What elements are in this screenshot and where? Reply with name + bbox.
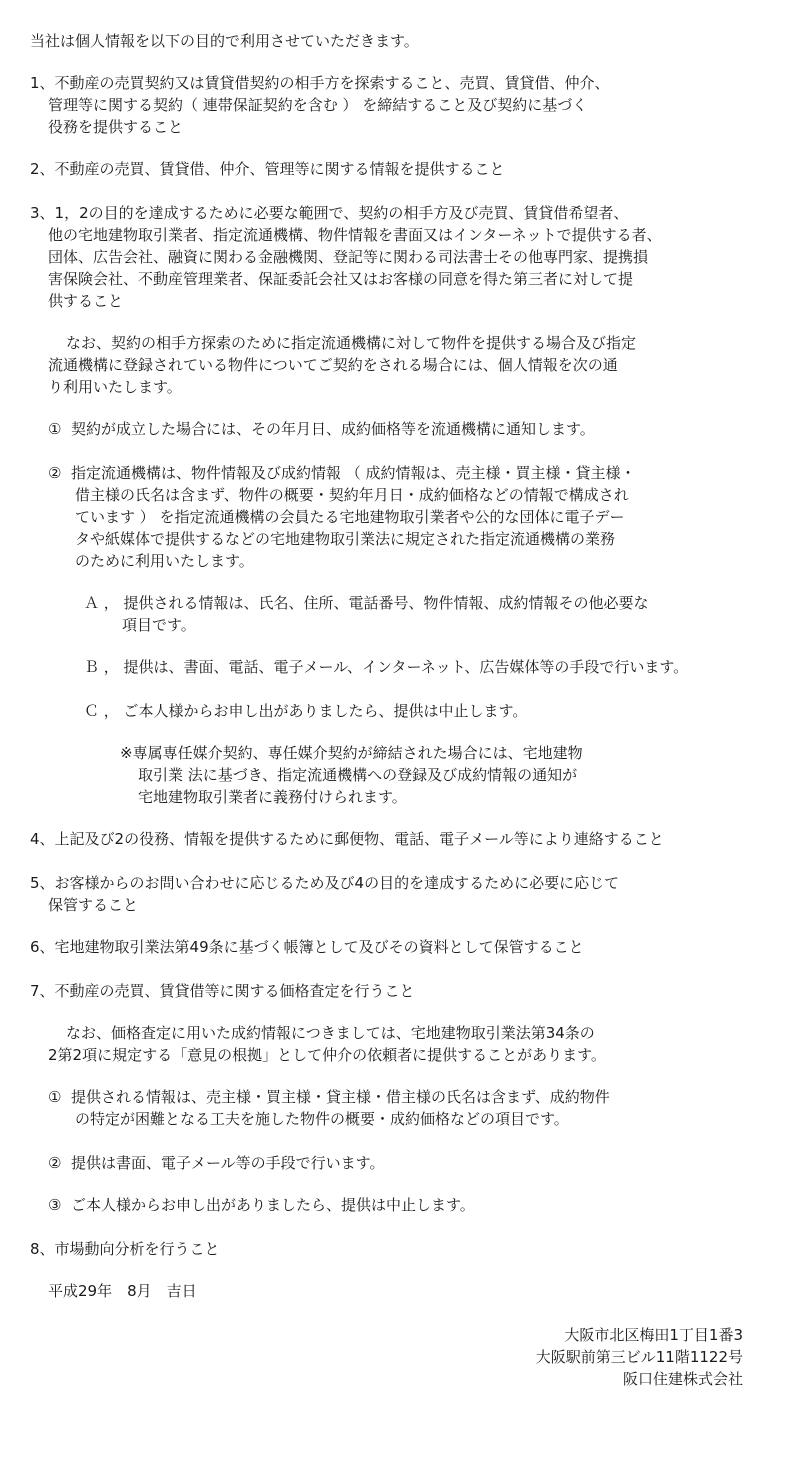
provision-item-3: ③ ご本人様からお申し出がありましたら、提供は中止します。 bbox=[48, 1196, 475, 1214]
note-1-line-1: なお、契約の相手方探索のために指定流通機構に対して物件を提供する場合及び指定 bbox=[66, 334, 637, 352]
item-7: 7、不動産の売買、賃貸借等に関する価格査定を行うこと bbox=[30, 982, 415, 1000]
provision-item-1-line-2: の特定が困難となる工夫を施した物件の概要・成約価格などの項目です。 bbox=[75, 1110, 569, 1128]
item-6: 6、宅地建物取引業法第49条に基づく帳簿として及びその資料として保管すること bbox=[30, 938, 584, 956]
note-2-line-2: 2第2項に規定する「意見の根拠」として仲介の依頼者に提供することがあります。 bbox=[48, 1046, 606, 1064]
circled-item-2-line-1: ② 指定流通機構は、物件情報及び成約情報 （ 成約情報は、売主様・買主様・貸主様・ bbox=[48, 464, 636, 482]
address-line-1: 大阪市北区梅田1丁目1番3 bbox=[564, 1326, 743, 1344]
item-4: 4、上記及び2の役務、情報を提供するために郵便物、電話、電子メール等により連絡すること bbox=[30, 830, 664, 848]
circled-item-2-line-2: 借主様の氏名は含まず、物件の概要・契約年月日・成約価格などの情報で構成され bbox=[75, 486, 629, 504]
provision-item-1-line-1: ① 提供される情報は、売主様・買主様・貸主様・借主様の氏名は含まず、成約物件 bbox=[48, 1088, 610, 1106]
note-1-line-2: 流通機構に登録されている物件についてご契約をされる場合には、個人情報を次の通 bbox=[48, 356, 618, 374]
note-1-line-3: り利用いたします。 bbox=[48, 378, 182, 396]
note-2-line-1: なお、価格査定に用いた成約情報につきましては、宅地建物取引業法第34条の bbox=[66, 1024, 595, 1042]
item-3-line-1: 3、1，2の目的を達成するために必要な範囲で、契約の相手方及び売買、賃貸借希望者、 bbox=[30, 204, 629, 222]
item-3-line-3: 団体、広告会社、融資に関わる金融機関、登記等に関わる司法書士その他専門家、提携損 bbox=[48, 248, 649, 266]
circled-item-1: ① 契約が成立した場合には、その年月日、成約価格等を流通機構に通知します。 bbox=[48, 420, 595, 438]
address-line-2: 大阪駅前第三ビル11階1122号 bbox=[535, 1348, 743, 1366]
circled-item-2-line-3: ています ） を指定流通機構の会員たる宅地建物取引業者や公的な団体に電子デー bbox=[75, 508, 625, 526]
circled-item-2-line-4: タや紙媒体で提供するなどの宅地建物取引業法に規定された指定流通機構の業務 bbox=[75, 530, 616, 548]
sub-item-a-line-1: Ａ ， 提供される情報は、氏名、住所、電話番号、物件情報、成約情報その他必要な bbox=[84, 594, 649, 612]
document-date: 平成29年 8月 吉日 bbox=[48, 1282, 197, 1300]
item-3-line-5: 供すること bbox=[48, 292, 124, 310]
item-1-line-2: 管理等に関する契約（ 連帯保証契約を含む ） を締結すること及び契約に基づく bbox=[48, 96, 588, 114]
sub-item-a-line-2: 項目です。 bbox=[122, 616, 196, 634]
sub-item-b: Ｂ ， 提供は、書面、電話、電子メール、インターネット、広告媒体等の手段で行います。 bbox=[84, 658, 689, 676]
item-2: 2、不動産の売買、賃貸借、仲介、管理等に関する情報を提供すること bbox=[30, 160, 505, 178]
asterisk-note-line-3: 宅地建物取引業者に義務付けられます。 bbox=[138, 788, 407, 806]
company-name: 阪口住建株式会社 bbox=[622, 1370, 743, 1388]
asterisk-note-line-1: ※専属専任媒介契約、専任媒介契約が締結された場合には、宅地建物 bbox=[120, 744, 583, 762]
circled-item-2-line-5: のために利用いたします。 bbox=[75, 552, 254, 570]
provision-item-2: ② 提供は書面、電子メール等の手段で行います。 bbox=[48, 1154, 385, 1172]
item-8: 8、市場動向分析を行うこと bbox=[30, 1240, 220, 1258]
item-3-line-2: 他の宅地建物取引業者、指定流通機構、物件情報を書面又はインターネットで提供する者、 bbox=[48, 226, 662, 244]
sub-item-c: Ｃ ， ご本人様からお申し出がありましたら、提供は中止します。 bbox=[84, 702, 528, 720]
item-5-line-1: 5、お客様からのお問い合わせに応じるため及び4の目的を達成するために必要に応じて bbox=[30, 874, 620, 892]
asterisk-note-line-2: 取引業 法に基づき、指定流通機構への登録及び成約情報の通知が bbox=[138, 766, 578, 784]
item-1-line-3: 役務を提供すること bbox=[48, 118, 184, 136]
item-3-line-4: 害保険会社、不動産管理業者、保証委託会社又はお客様の同意を得た第三者に対して提 bbox=[48, 270, 634, 288]
item-5-line-2: 保管すること bbox=[48, 896, 139, 914]
item-1-line-1: 1、不動産の売買契約又は賃貸借契約の相手方を探索すること、売買、賃貸借、仲介、 bbox=[30, 74, 610, 92]
intro-text: 当社は個人情報を以下の目的で利用させていただきます。 bbox=[30, 32, 419, 50]
